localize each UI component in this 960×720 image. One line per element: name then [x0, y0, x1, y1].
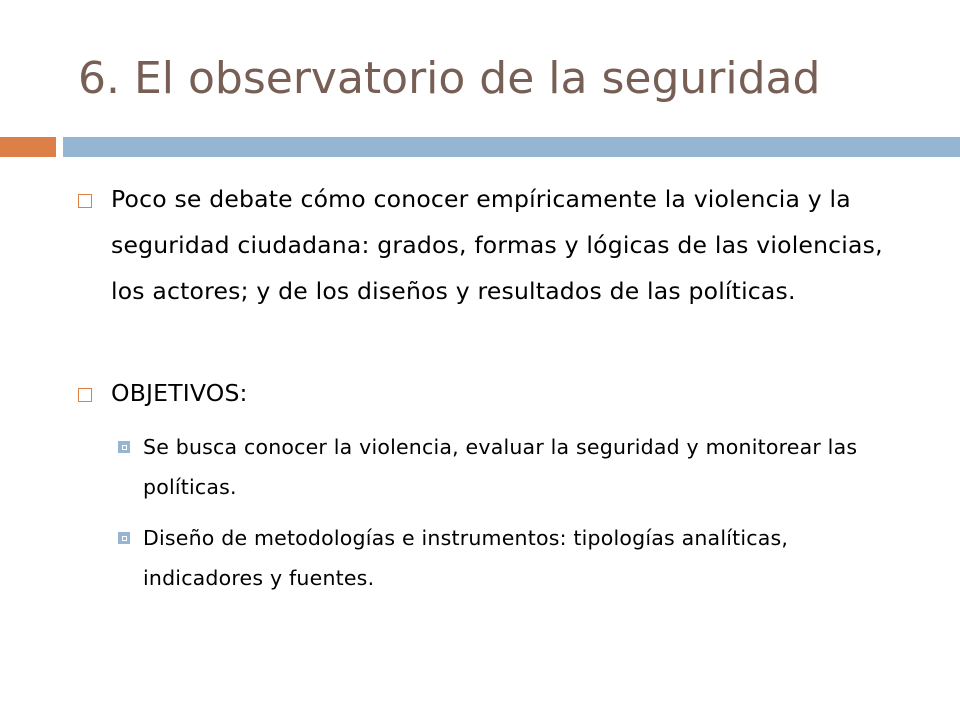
framed-square-icon [118, 532, 130, 544]
bullet-text: Poco se debate cómo conocer empíricamente la violencia y la seguridad ciudadana: grados, formas y lógicas de las violencias, los actores; y de los diseños y resultados de las políticas. [111, 185, 883, 305]
bullet-text: OBJETIVOS: [111, 379, 248, 407]
slide-title: 6. El observatorio de la seguridad [78, 53, 821, 104]
sub-bullet-text: Diseño de metodologías e instrumentos: tipologías analíticas, indicadores y fuentes. [143, 526, 789, 590]
hollow-square-icon [78, 194, 92, 208]
framed-square-icon [118, 441, 130, 453]
hollow-square-icon [78, 388, 92, 402]
sub-bullet-text: Se busca conocer la violencia, evaluar la seguridad y monitorear las políticas. [143, 435, 858, 499]
